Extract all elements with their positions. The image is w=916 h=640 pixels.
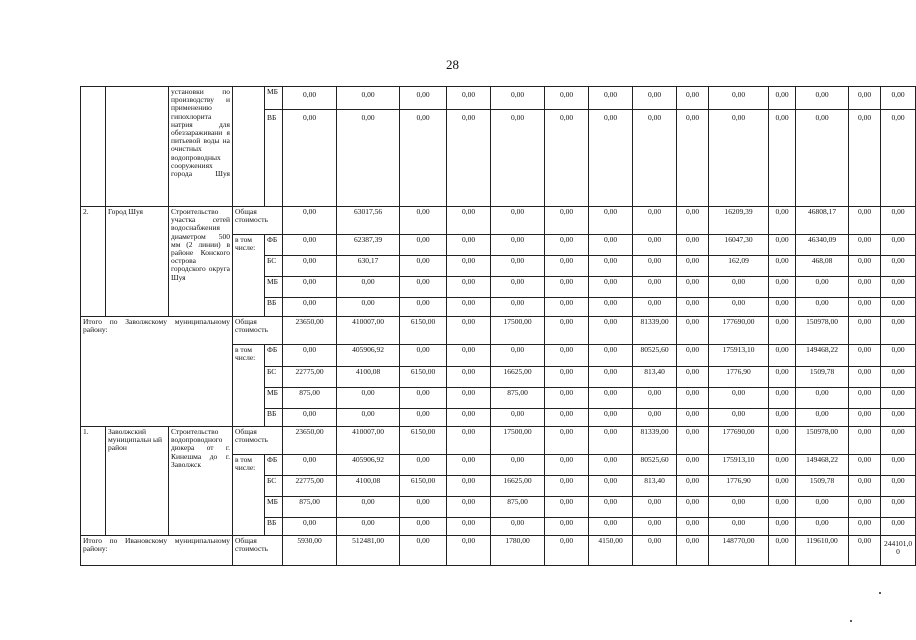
page-number: 28 (446, 57, 459, 72)
value-cell: 0,00 (709, 277, 769, 298)
value-cell: 0,00 (400, 256, 447, 277)
value-cell: 23650,00 (283, 427, 337, 455)
value-cell: 405906,92 (337, 455, 400, 476)
value-cell: 0,00 (545, 235, 589, 256)
value-cell: 0,00 (447, 536, 491, 566)
value-cell: 0,00 (447, 497, 491, 518)
value-cell: 0,00 (447, 256, 491, 277)
value-cell: 0,00 (545, 427, 589, 455)
value-cell: 0,00 (400, 455, 447, 476)
value-cell: 0,00 (709, 388, 769, 409)
subtotal-label: Итого по Заволжскому муниципальному району: (81, 317, 233, 427)
value-cell: 875,00 (283, 497, 337, 518)
value-cell: 0,00 (545, 536, 589, 566)
value-cell: 0,00 (881, 298, 916, 317)
value-cell: 0,00 (589, 427, 633, 455)
value-cell: 813,40 (633, 476, 677, 497)
value-cell: 875,00 (283, 388, 337, 409)
area-cell (106, 87, 169, 207)
value-cell: 0,00 (491, 256, 545, 277)
value-cell: 0,00 (491, 277, 545, 298)
source-label: МБ (265, 388, 283, 409)
value-cell: 0,00 (545, 317, 589, 345)
table-row (81, 207, 916, 235)
value-cell: 0,00 (400, 518, 447, 536)
value-cell: 0,00 (400, 87, 447, 110)
project-description: Строительство водопроводного дюкера от г. Кинешма до г. Заволжск (169, 427, 233, 536)
source-label: ВБ (265, 518, 283, 536)
value-cell: 175913,10 (709, 345, 769, 367)
value-cell: 46808,17 (796, 207, 849, 235)
value-cell: 16209,39 (709, 207, 769, 235)
value-cell: 0,00 (849, 277, 881, 298)
value-cell: 0,00 (400, 345, 447, 367)
value-cell: 0,00 (677, 476, 709, 497)
value-cell: 0,00 (447, 455, 491, 476)
value-cell: 162,09 (709, 256, 769, 277)
value-cell: 0,00 (491, 207, 545, 235)
value-cell: 22775,00 (283, 476, 337, 497)
value-cell: 0,00 (337, 409, 400, 427)
value-cell: 0,00 (881, 455, 916, 476)
value-cell: 0,00 (677, 87, 709, 110)
value-cell: 0,00 (769, 409, 796, 427)
value-cell: 0,00 (447, 87, 491, 110)
value-cell: 0,00 (633, 388, 677, 409)
value-cell: 0,00 (545, 409, 589, 427)
value-cell: 1509,78 (796, 476, 849, 497)
source-label: МБ (265, 277, 283, 298)
value-cell: 0,00 (447, 388, 491, 409)
value-cell: 22775,00 (283, 367, 337, 388)
value-cell: 0,00 (400, 235, 447, 256)
value-cell: 0,00 (769, 277, 796, 298)
value-cell: 0,00 (589, 235, 633, 256)
value-cell: 0,00 (796, 409, 849, 427)
value-cell: 0,00 (769, 256, 796, 277)
value-cell: 46340,09 (796, 235, 849, 256)
value-cell: 0,00 (849, 536, 881, 566)
value-cell: 0,00 (796, 497, 849, 518)
value-cell: 0,00 (400, 277, 447, 298)
value-cell: 16625,00 (491, 367, 545, 388)
value-cell: 0,00 (400, 298, 447, 317)
value-cell: 0,00 (849, 388, 881, 409)
value-cell: 4100,08 (337, 367, 400, 388)
value-cell: 0,00 (677, 367, 709, 388)
source-label: БС (265, 367, 283, 388)
value-cell: 0,00 (849, 256, 881, 277)
subtotal-label: Итого по Ивановскому муниципальному району: (81, 536, 233, 566)
source-label: ФБ (265, 345, 283, 367)
value-cell: 0,00 (881, 235, 916, 256)
value-cell: 813,40 (633, 367, 677, 388)
value-cell: 0,00 (589, 518, 633, 536)
table-row (81, 87, 916, 110)
value-cell: 0,00 (769, 110, 796, 207)
value-cell: 0,00 (881, 110, 916, 207)
value-cell: 0,00 (589, 110, 633, 207)
value-cell: 0,00 (337, 277, 400, 298)
value-cell: 0,00 (589, 87, 633, 110)
value-cell: 0,00 (849, 497, 881, 518)
value-cell: 0,00 (709, 87, 769, 110)
value-cell: 0,00 (545, 277, 589, 298)
value-cell: 0,00 (491, 518, 545, 536)
source-label: ФБ (265, 455, 283, 476)
value-cell: 0,00 (589, 256, 633, 277)
value-cell: 6150,00 (400, 367, 447, 388)
value-cell: 149468,22 (796, 455, 849, 476)
value-cell: 0,00 (589, 345, 633, 367)
value-cell: 0,00 (677, 388, 709, 409)
area-cell: Город Шуя (106, 207, 169, 317)
value-cell: 0,00 (881, 317, 916, 345)
value-cell: 0,00 (677, 277, 709, 298)
value-cell: 630,17 (337, 256, 400, 277)
value-cell: 0,00 (849, 207, 881, 235)
value-cell: 0,00 (283, 256, 337, 277)
value-cell: 0,00 (545, 207, 589, 235)
value-cell: 0,00 (337, 497, 400, 518)
value-cell: 17500,00 (491, 317, 545, 345)
source-label: МБ (265, 497, 283, 518)
value-cell: 0,00 (400, 536, 447, 566)
value-cell: 177690,00 (709, 317, 769, 345)
value-cell: 0,00 (633, 497, 677, 518)
value-cell: 0,00 (796, 518, 849, 536)
source-label: ФБ (265, 235, 283, 256)
value-cell: 0,00 (491, 409, 545, 427)
value-cell: 6150,00 (400, 476, 447, 497)
value-cell: 0,00 (849, 235, 881, 256)
value-cell: 0,00 (769, 317, 796, 345)
value-cell: 0,00 (849, 455, 881, 476)
value-cell: 0,00 (447, 476, 491, 497)
row-number-cell: 2. (81, 207, 106, 317)
value-cell: 0,00 (881, 87, 916, 110)
value-cell: 0,00 (769, 455, 796, 476)
value-cell: 0,00 (491, 110, 545, 207)
value-cell: 0,00 (633, 110, 677, 207)
value-cell: 0,00 (677, 298, 709, 317)
value-cell: 0,00 (796, 277, 849, 298)
value-cell: 0,00 (283, 207, 337, 235)
value-cell: 0,00 (709, 409, 769, 427)
value-cell: 0,00 (633, 277, 677, 298)
value-cell: 0,00 (633, 409, 677, 427)
value-cell: 0,00 (633, 518, 677, 536)
value-cell: 0,00 (849, 110, 881, 207)
value-cell: 0,00 (545, 497, 589, 518)
value-cell: 0,00 (849, 476, 881, 497)
value-cell: 0,00 (849, 298, 881, 317)
value-cell: 0,00 (633, 235, 677, 256)
value-cell: 0,00 (491, 87, 545, 110)
value-cell: 0,00 (677, 427, 709, 455)
value-cell: 0,00 (283, 235, 337, 256)
value-cell: 0,00 (769, 518, 796, 536)
value-cell: 0,00 (796, 87, 849, 110)
area-cell: Заволжский муниципальн ый район (106, 427, 169, 536)
value-cell: 0,00 (849, 518, 881, 536)
value-cell: 0,00 (881, 427, 916, 455)
value-cell: 0,00 (447, 409, 491, 427)
value-cell: 0,00 (545, 110, 589, 207)
value-cell: 0,00 (545, 455, 589, 476)
value-cell: 0,00 (677, 256, 709, 277)
value-cell: 0,00 (633, 256, 677, 277)
value-cell: 0,00 (677, 536, 709, 566)
value-cell: 0,00 (633, 298, 677, 317)
value-cell: 0,00 (849, 409, 881, 427)
value-cell: 0,00 (491, 235, 545, 256)
value-cell: 5930,00 (283, 536, 337, 566)
value-cell: 0,00 (769, 298, 796, 317)
value-cell: 0,00 (589, 476, 633, 497)
value-cell: 512481,00 (337, 536, 400, 566)
value-cell: 0,00 (400, 110, 447, 207)
value-cell: 0,00 (849, 87, 881, 110)
value-cell: 0,00 (769, 367, 796, 388)
value-cell: 0,00 (283, 298, 337, 317)
value-cell: 0,00 (769, 497, 796, 518)
value-cell: 0,00 (881, 207, 916, 235)
value-cell: 0,00 (400, 409, 447, 427)
row-number-cell (81, 87, 106, 207)
value-cell: 62387,39 (337, 235, 400, 256)
value-cell: 875,00 (491, 497, 545, 518)
project-description: Строительство участка сетей водоснабжения диаметром 500 мм (2 линии) в районе Конского острова городского округа Шуя (169, 207, 233, 317)
value-cell: 0,00 (677, 455, 709, 476)
source-label: ВБ (265, 409, 283, 427)
value-cell: 0,00 (589, 455, 633, 476)
value-cell: 0,00 (677, 345, 709, 367)
value-cell: 0,00 (545, 476, 589, 497)
value-cell: 16625,00 (491, 476, 545, 497)
value-cell: 0,00 (589, 367, 633, 388)
value-cell: 1780,00 (491, 536, 545, 566)
total-cost-label: Общая стоимость (233, 427, 283, 455)
table-row (81, 427, 916, 455)
value-cell: 0,00 (769, 345, 796, 367)
value-cell: 468,08 (796, 256, 849, 277)
value-cell: 63017,56 (337, 207, 400, 235)
value-cell: 0,00 (589, 298, 633, 317)
value-cell: 0,00 (447, 298, 491, 317)
value-cell: 81339,00 (633, 317, 677, 345)
value-cell: 0,00 (283, 518, 337, 536)
value-cell: 1776,90 (709, 476, 769, 497)
incl-label: в том числе: (233, 345, 265, 427)
value-cell: 6150,00 (400, 317, 447, 345)
project-description: установки по производству и применению гипохлорита натрия для обеззараживани я питьевой воды на очистных водопроводных сооружениях города Шуя (169, 87, 233, 207)
table-row (81, 317, 916, 345)
table-body (81, 87, 916, 566)
source-label: БС (265, 476, 283, 497)
value-cell: 0,00 (881, 256, 916, 277)
value-cell: 0,00 (447, 518, 491, 536)
value-cell: 0,00 (589, 409, 633, 427)
value-cell: 0,00 (709, 110, 769, 207)
value-cell: 0,00 (283, 409, 337, 427)
value-cell: 0,00 (881, 367, 916, 388)
value-cell: 1509,78 (796, 367, 849, 388)
value-cell: 0,00 (400, 388, 447, 409)
value-cell: 0,00 (769, 87, 796, 110)
value-cell: 0,00 (677, 317, 709, 345)
value-cell: 0,00 (283, 345, 337, 367)
value-cell: 0,00 (283, 110, 337, 207)
value-cell: 150978,00 (796, 317, 849, 345)
value-cell: 0,00 (589, 388, 633, 409)
value-cell: 0,00 (677, 207, 709, 235)
value-cell: 0,00 (849, 427, 881, 455)
value-cell: 23650,00 (283, 317, 337, 345)
incl-label: в том числе: (233, 235, 265, 317)
value-cell: 0,00 (769, 235, 796, 256)
value-cell: 0,00 (283, 87, 337, 110)
value-cell: 0,00 (881, 388, 916, 409)
value-cell: 0,00 (400, 207, 447, 235)
value-cell: 0,00 (447, 235, 491, 256)
value-cell: 875,00 (491, 388, 545, 409)
value-cell: 0,00 (491, 455, 545, 476)
source-label: ВБ (265, 298, 283, 317)
value-cell: 0,00 (447, 367, 491, 388)
value-cell: 148770,00 (709, 536, 769, 566)
total-cost-label: Общая стоимость (233, 317, 283, 345)
value-cell: 0,00 (447, 345, 491, 367)
value-cell: 0,00 (677, 110, 709, 207)
total-cost-label: Общая стоимость (233, 536, 283, 566)
value-cell: 0,00 (769, 388, 796, 409)
value-cell: 0,00 (769, 476, 796, 497)
value-cell: 80525,60 (633, 345, 677, 367)
budget-table (80, 86, 916, 566)
value-cell: 0,00 (337, 518, 400, 536)
value-cell: 0,00 (881, 518, 916, 536)
value-cell: 0,00 (881, 409, 916, 427)
value-cell: 0,00 (545, 298, 589, 317)
value-cell: 0,00 (589, 277, 633, 298)
value-cell: 0,00 (769, 427, 796, 455)
value-cell: 0,00 (796, 388, 849, 409)
value-cell: 0,00 (633, 207, 677, 235)
value-cell: 0,00 (589, 317, 633, 345)
value-cell: 0,00 (881, 345, 916, 367)
value-cell: 0,00 (400, 497, 447, 518)
value-cell: 0,00 (881, 497, 916, 518)
value-cell: 0,00 (545, 388, 589, 409)
value-cell: 0,00 (677, 235, 709, 256)
value-cell: 0,00 (545, 87, 589, 110)
value-cell: 81339,00 (633, 427, 677, 455)
value-cell: 0,00 (589, 207, 633, 235)
value-cell: 0,00 (491, 298, 545, 317)
table-row (81, 536, 916, 566)
value-cell: 0,00 (447, 110, 491, 207)
value-cell: 410007,00 (337, 427, 400, 455)
value-cell: 0,00 (849, 317, 881, 345)
value-cell: 16047,30 (709, 235, 769, 256)
value-cell: 0,00 (447, 317, 491, 345)
value-cell: 177690,00 (709, 427, 769, 455)
value-cell: 0,00 (677, 409, 709, 427)
value-cell: 0,00 (447, 277, 491, 298)
value-cell: 1776,90 (709, 367, 769, 388)
value-cell: 0,00 (337, 110, 400, 207)
source-label: МБ (265, 87, 283, 110)
incl-label: в том числе: (233, 455, 265, 536)
value-cell: 0,00 (447, 427, 491, 455)
value-cell: 175913,10 (709, 455, 769, 476)
scan-dot (850, 620, 852, 622)
value-cell: 0,00 (796, 298, 849, 317)
value-cell: 0,00 (283, 455, 337, 476)
row-number-cell: 1. (81, 427, 106, 536)
scan-dot (879, 592, 881, 594)
value-cell: 0,00 (283, 277, 337, 298)
value-cell: 0,00 (849, 345, 881, 367)
value-cell: 0,00 (677, 518, 709, 536)
value-cell: 4150,00 (589, 536, 633, 566)
value-cell: 0,00 (545, 518, 589, 536)
value-cell: 149468,22 (796, 345, 849, 367)
value-cell: 0,00 (849, 367, 881, 388)
total-cost-label: Общая стоимость (233, 207, 283, 235)
value-cell: 0,00 (881, 476, 916, 497)
value-cell: 0,00 (337, 298, 400, 317)
value-cell: 0,00 (491, 345, 545, 367)
value-cell: 244101,00 (881, 536, 916, 566)
value-cell: 0,00 (545, 345, 589, 367)
value-cell: 6150,00 (400, 427, 447, 455)
value-cell: 17500,00 (491, 427, 545, 455)
value-cell: 0,00 (769, 536, 796, 566)
value-cell: 150978,00 (796, 427, 849, 455)
value-cell: 119610,00 (796, 536, 849, 566)
value-cell: 80525,60 (633, 455, 677, 476)
value-cell: 0,00 (337, 388, 400, 409)
value-cell: 0,00 (633, 87, 677, 110)
value-cell: 0,00 (545, 256, 589, 277)
value-cell: 4100,08 (337, 476, 400, 497)
value-cell: 0,00 (881, 277, 916, 298)
value-cell: 0,00 (545, 367, 589, 388)
value-cell: 0,00 (709, 518, 769, 536)
value-cell: 410007,00 (337, 317, 400, 345)
value-cell: 0,00 (796, 110, 849, 207)
value-cell: 0,00 (337, 87, 400, 110)
value-cell: 0,00 (633, 536, 677, 566)
value-cell: 0,00 (677, 497, 709, 518)
value-cell: 405906,92 (337, 345, 400, 367)
source-label: ВБ (265, 110, 283, 207)
value-cell: 0,00 (769, 207, 796, 235)
value-cell: 0,00 (589, 497, 633, 518)
value-cell: 0,00 (447, 207, 491, 235)
value-cell: 0,00 (709, 298, 769, 317)
source-label: БС (265, 256, 283, 277)
value-cell: 0,00 (709, 497, 769, 518)
cost-label-cell (233, 87, 265, 207)
